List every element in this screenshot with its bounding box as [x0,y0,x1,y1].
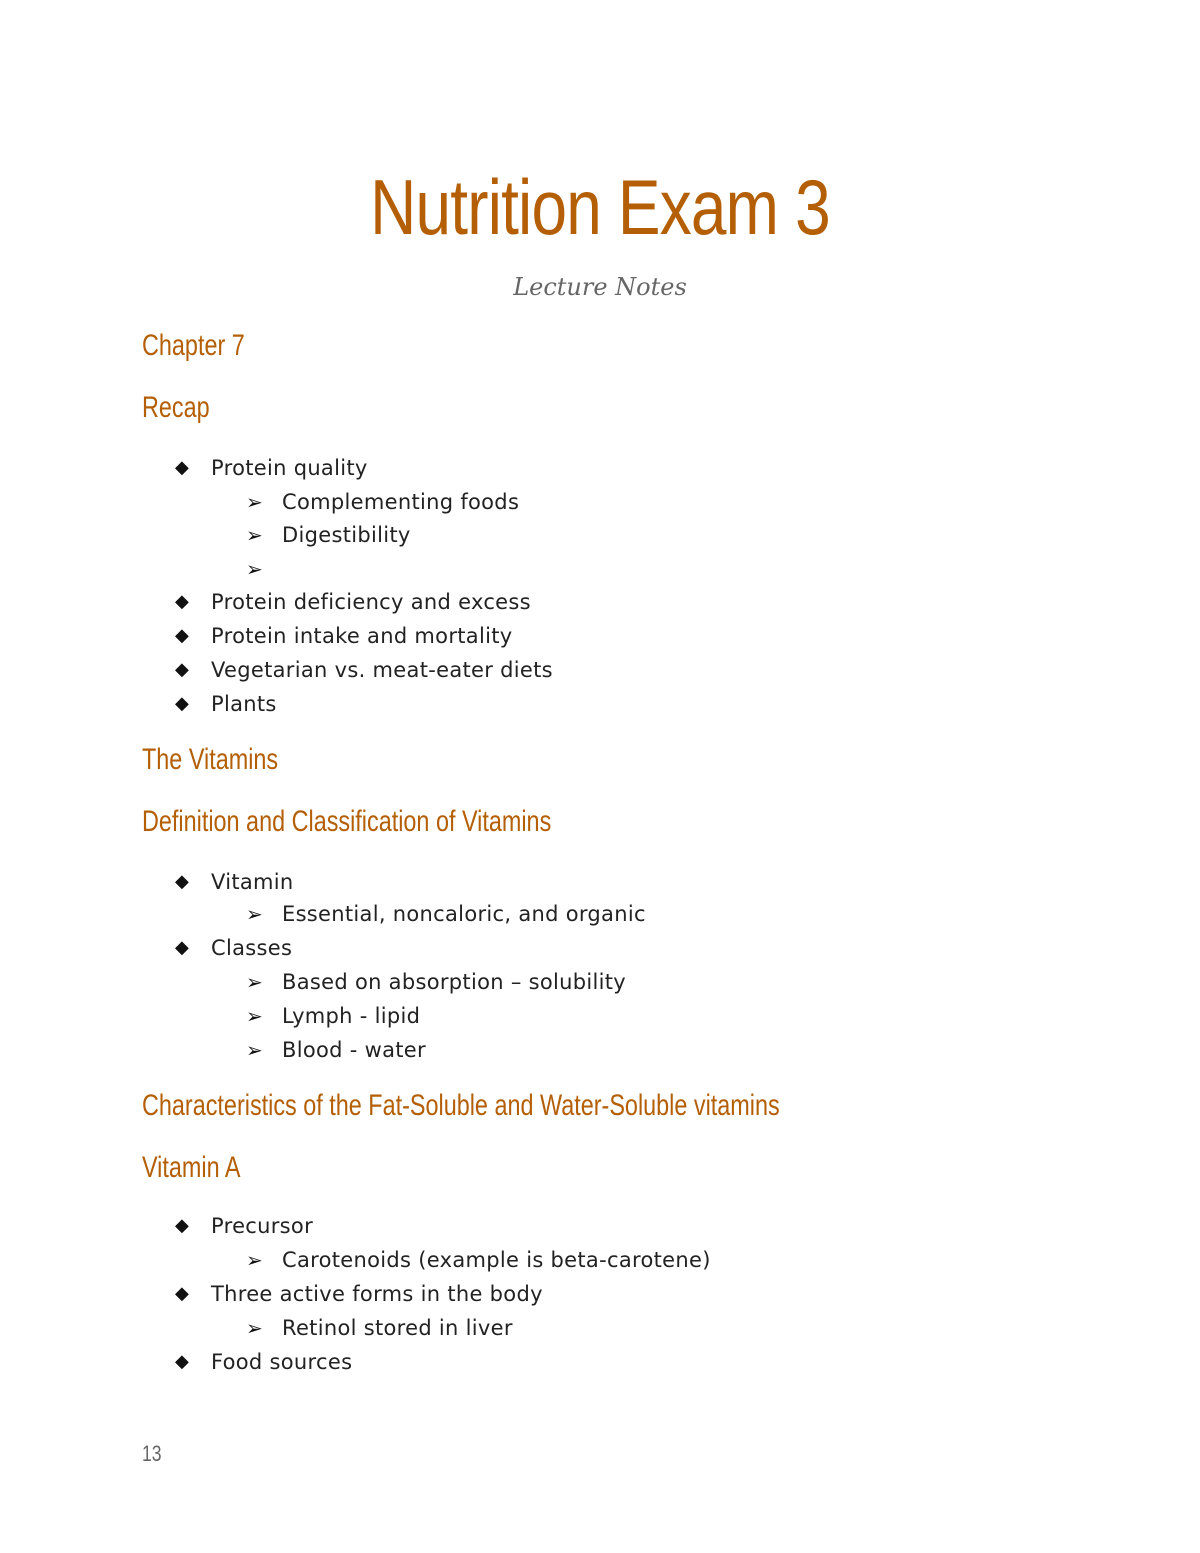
diamond-bullet-icon: ◆ [175,1351,190,1372]
list-item [246,1314,513,1342]
heading-definition: Definition and Classification of Vitamins [142,805,552,838]
page-number: 13 [142,1441,162,1466]
list-item [246,1036,426,1064]
arrowhead-bullet-icon: ➢ [246,523,264,547]
diamond-bullet-icon: ◆ [175,693,190,714]
diamond-bullet-icon: ◆ [175,871,190,892]
list-item-text: Food sources [211,1350,353,1374]
list-item [246,968,627,996]
diamond-bullet-icon: ◆ [175,659,190,680]
list-item-text: Digestibility [282,523,411,547]
list-item [175,656,553,684]
list-item-text: Three active forms in the body [211,1282,543,1306]
heading-recap: Recap [142,391,210,424]
diamond-bullet-icon: ◆ [175,937,190,958]
list-item [175,1212,313,1240]
arrowhead-bullet-icon: ➢ [246,557,264,581]
arrowhead-bullet-icon: ➢ [246,1248,264,1272]
list-item-text: Retinol stored in liver [282,1316,513,1340]
arrowhead-bullet-icon: ➢ [246,1038,264,1062]
list-item-text: Protein intake and mortality [211,624,513,648]
document-title: Nutrition Exam 3 [370,163,830,251]
list-item-text: Protein quality [211,456,368,480]
heading-chapter: Chapter 7 [142,329,245,362]
heading-characteristics: Characteristics of the Fat-Soluble and Water-Soluble vitamins [142,1089,780,1122]
list-item-text: Classes [211,936,293,960]
list-item [246,1246,711,1274]
list-item-text: Vitamin [211,870,294,894]
diamond-bullet-icon: ◆ [175,1283,190,1304]
heading-vitamins: The Vitamins [142,743,279,776]
list-item-text: Precursor [211,1214,313,1238]
list-item [175,1280,543,1308]
list-item-text: Essential, noncaloric, and organic [282,902,646,926]
list-item-text: Plants [211,692,277,716]
arrowhead-bullet-icon: ➢ [246,1316,264,1340]
list-item [175,1348,353,1376]
list-item [175,622,513,650]
list-item [246,488,520,516]
list-item-text: Complementing foods [282,490,520,514]
list-item [175,454,368,482]
list-item [175,868,294,896]
diamond-bullet-icon: ◆ [175,457,190,478]
diamond-bullet-icon: ◆ [175,625,190,646]
diamond-bullet-icon: ◆ [175,591,190,612]
arrowhead-bullet-icon: ➢ [246,902,264,926]
arrowhead-bullet-icon: ➢ [246,1004,264,1028]
heading-vitamin-a: Vitamin A [142,1151,241,1184]
list-item-text: Based on absorption – solubility [282,970,627,994]
list-item-text: Protein deficiency and excess [211,590,531,614]
arrowhead-bullet-icon: ➢ [246,490,264,514]
list-item-text: Blood - water [282,1038,426,1062]
list-item [175,690,277,718]
arrowhead-bullet-icon: ➢ [246,970,264,994]
list-item [246,900,646,928]
list-item [246,1002,421,1030]
diamond-bullet-icon: ◆ [175,1215,190,1236]
list-item-text: Lymph - lipid [282,1004,421,1028]
list-item [175,588,531,616]
list-item [246,521,411,549]
document-subtitle: Lecture Notes [513,273,687,301]
list-item [175,934,293,962]
list-item-text: Carotenoids (example is beta-carotene) [282,1248,711,1272]
list-item-text: Vegetarian vs. meat-eater diets [211,658,553,682]
